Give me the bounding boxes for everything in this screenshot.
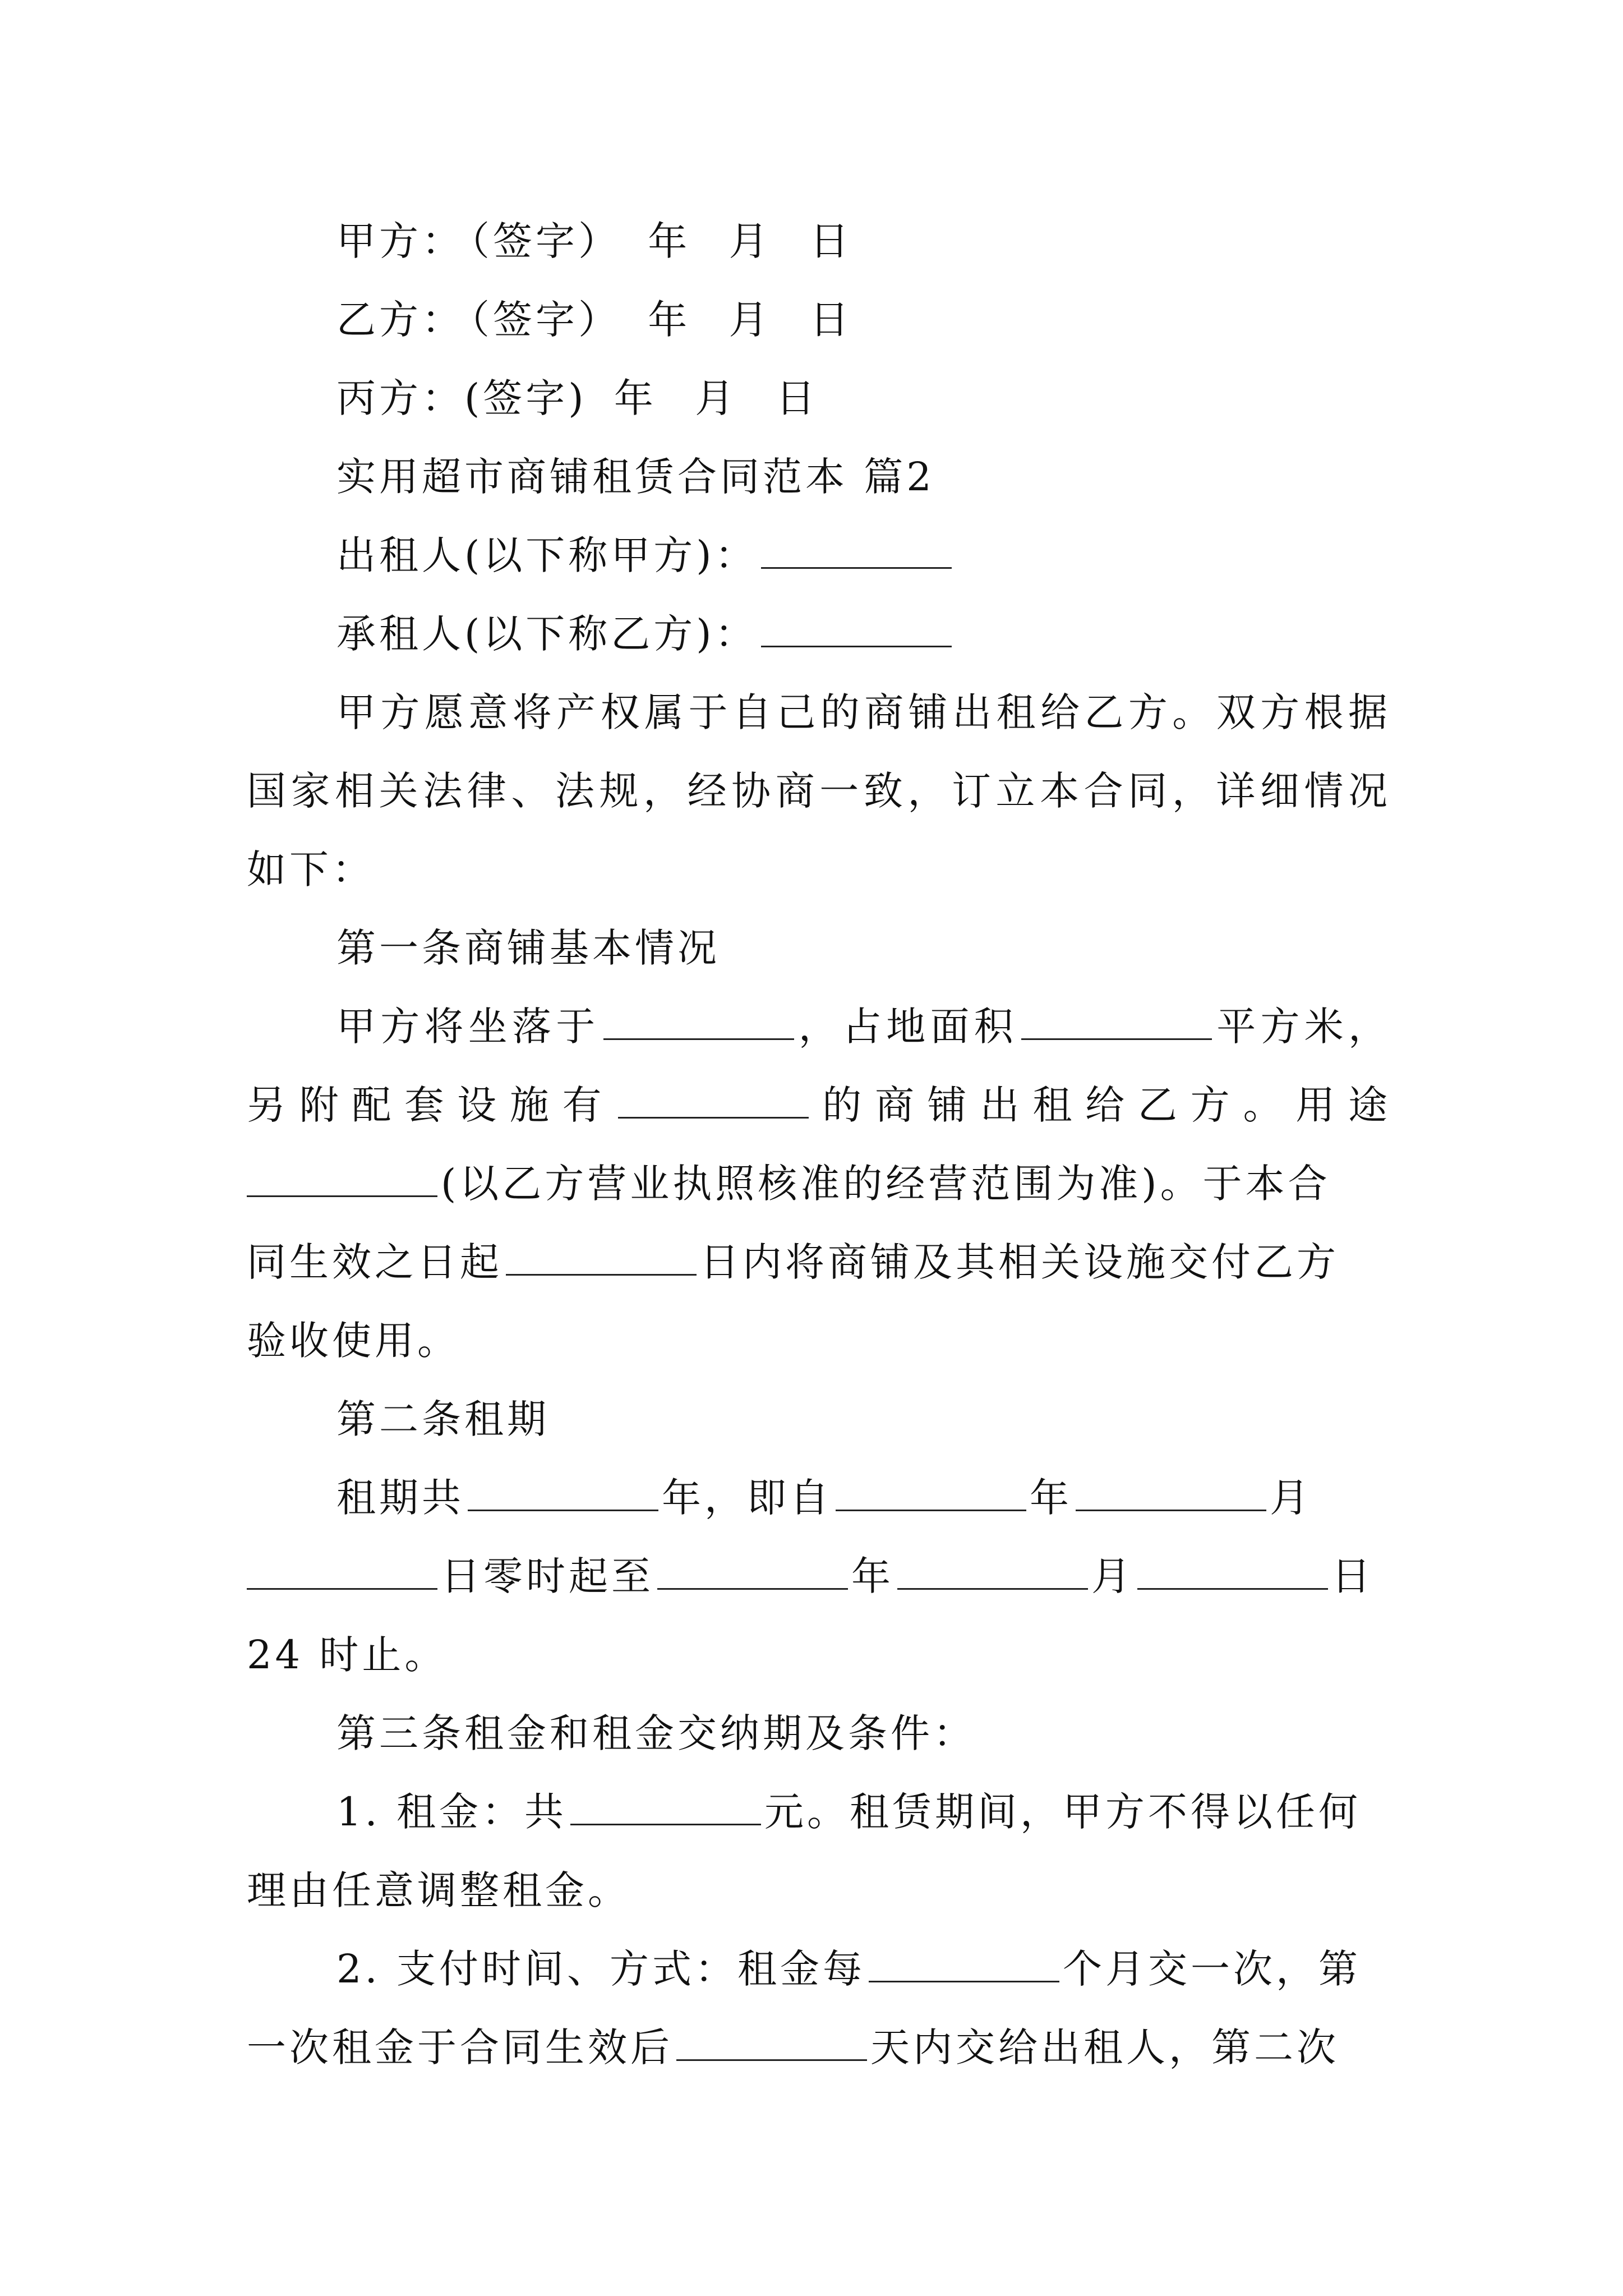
rent-total-blank (570, 1790, 761, 1825)
text-segment: 平方米， (1215, 1004, 1391, 1050)
year-label: 年 (614, 375, 657, 421)
month-label: 月 (728, 297, 772, 343)
party-label: 甲方： (336, 218, 464, 264)
article-2-line-1 (336, 1470, 1391, 1526)
article-1-line-5: 验收使用。 (247, 1318, 460, 1364)
text-segment: ，占地面积 (797, 1004, 1018, 1050)
lessee-line (336, 606, 1391, 662)
day-label: 日 (776, 375, 819, 421)
text-segment: (以乙方营业执照核准的经营范围为准)。于本合 (441, 1161, 1331, 1207)
article-1-line-4 (247, 1234, 1391, 1290)
first-payment-days-blank (676, 2026, 867, 2061)
article-1-heading: 第一条商铺基本情况 (336, 925, 720, 971)
month-label: 月 (695, 375, 738, 421)
text-segment: 日 (1331, 1553, 1374, 1599)
month-label: 月 (728, 218, 772, 264)
day-label: 日 (809, 218, 852, 264)
sign-label: (签字) (464, 375, 587, 421)
article-2-line-3: 24 时止。 (247, 1632, 448, 1678)
text-segment: 2. 支付时间、方式：租金每 (336, 1946, 866, 1992)
payment-interval-blank (869, 1947, 1059, 1982)
article-3-item-1-line-1 (336, 1784, 1391, 1840)
article-2-line-2 (247, 1548, 1391, 1604)
article-3-item-2-line-1 (336, 1941, 1391, 1997)
year-label: 年 (648, 297, 691, 343)
text-segment: 年 (1030, 1475, 1072, 1521)
text-segment: 个月交一次，第 (1063, 1946, 1362, 1992)
text-segment: 天内交给出租人，第二次 (870, 2024, 1339, 2070)
signature-line-party-b (336, 292, 1391, 348)
text-segment: 租期共 (336, 1475, 464, 1521)
text-segment: 月 (1270, 1475, 1312, 1521)
sign-label: （签字） (470, 297, 621, 343)
sign-label: （签字） (470, 218, 621, 264)
start-year-blank (836, 1476, 1026, 1511)
lessee-label: 承租人(以下称乙方)： (336, 611, 758, 657)
intro-line-1: 甲方愿意将产权属于自己的商铺出租给乙方。双方根据 (336, 689, 1391, 735)
location-blank (603, 1005, 794, 1040)
text-segment: 甲方将坐落于 (336, 1004, 600, 1050)
signature-line-party-a (336, 213, 1391, 269)
start-day-blank (247, 1554, 437, 1590)
year-label: 年 (648, 218, 691, 264)
end-day-blank (1137, 1554, 1328, 1590)
signature-line-party-c (336, 370, 1391, 426)
lessor-blank (761, 533, 952, 569)
party-label: 丙方： (336, 375, 464, 421)
article-3-heading: 第三条租金和租金交纳期及条件： (336, 1710, 976, 1756)
text-segment: 另附配套设施有 (247, 1082, 615, 1128)
article-1-line-3 (247, 1156, 1391, 1212)
end-month-blank (897, 1554, 1088, 1590)
intro-line-3: 如下： (247, 846, 375, 892)
text-segment: 日零时起至 (441, 1553, 654, 1599)
area-blank (1021, 1005, 1212, 1040)
text-segment: 的商铺出租给乙方。用途 (812, 1082, 1391, 1128)
end-year-blank (657, 1554, 848, 1590)
lessee-blank (761, 612, 952, 647)
article-1-line-2 (247, 1077, 1391, 1133)
start-month-blank (1076, 1476, 1266, 1511)
text-segment: 一次租金于合同生效后 (247, 2024, 673, 2070)
term-years-blank (468, 1476, 658, 1511)
text-segment: 日内将商铺及其相关设施交付乙方 (700, 1239, 1339, 1285)
delivery-days-blank (506, 1240, 697, 1276)
party-label: 乙方： (336, 297, 464, 343)
article-2-heading: 第二条租期 (336, 1396, 550, 1442)
text-segment: 月 (1091, 1553, 1134, 1599)
text-segment: 1. 租金：共 (336, 1789, 568, 1835)
text-segment: 元。租赁期间，甲方不得以任何 (764, 1789, 1362, 1835)
facilities-blank (618, 1083, 809, 1119)
lessor-line (336, 527, 1391, 583)
purpose-blank (247, 1162, 437, 1197)
text-segment: 年，即自 (662, 1475, 832, 1521)
day-label: 日 (809, 297, 852, 343)
section-title: 实用超市商铺租赁合同范本 篇2 (336, 454, 935, 500)
text-segment: 年 (851, 1553, 894, 1599)
text-segment: 同生效之日起 (247, 1239, 502, 1285)
article-1-line-1 (336, 999, 1391, 1055)
lessor-label: 出租人(以下称甲方)： (336, 532, 758, 578)
article-3-item-2-line-2 (247, 2019, 1391, 2076)
article-3-item-1-line-2: 理由任意调整租金。 (247, 1867, 630, 1913)
intro-line-2: 国家相关法律、法规，经协商一致，订立本合同，详细情况 (247, 768, 1391, 814)
